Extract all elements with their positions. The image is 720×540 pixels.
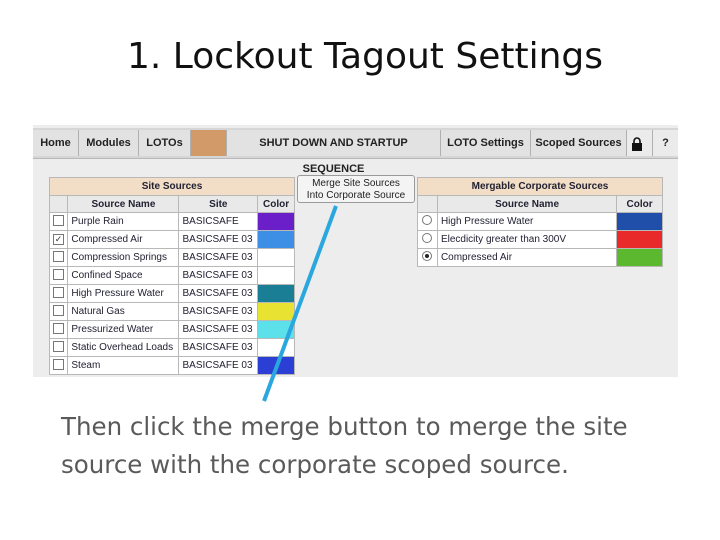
corp-source-name-cell: Elecdicity greater than 300V	[437, 231, 616, 249]
tab-shutdown-sequence[interactable]: SHUT DOWN AND STARTUP SEQUENCE	[227, 130, 441, 156]
caption-line2: source with the corporate scoped source.	[61, 450, 569, 479]
row-checkbox[interactable]: ✓	[54, 234, 63, 244]
tab-scoped-sources[interactable]: Scoped Sources	[531, 130, 627, 156]
caption-line1: Then click the merge button to merge the site	[61, 412, 628, 441]
site-cell: BASICSAFE 03	[179, 339, 258, 357]
source-name-cell: Natural Gas	[68, 303, 179, 321]
tab-lotos[interactable]: LOTOs	[139, 130, 191, 156]
source-name-cell: Compressed Air	[68, 231, 179, 249]
source-name-cell: High Pressure Water	[68, 285, 179, 303]
site-cell: BASICSAFE 03	[179, 249, 258, 267]
corp-source-name-cell: Compressed Air	[437, 249, 616, 267]
site-cell: BASICSAFE 03	[179, 231, 258, 249]
source-name-cell: Purple Rain	[68, 213, 179, 231]
tab-home[interactable]: Home	[33, 130, 79, 156]
slide-title: 1. Lockout Tagout Settings	[127, 36, 603, 77]
source-name-cell: Confined Space	[68, 267, 179, 285]
header-site: Site	[179, 196, 258, 213]
source-name-cell: Static Overhead Loads	[68, 339, 179, 357]
site-cell: BASICSAFE 03	[179, 303, 258, 321]
corporate-sources-caption: Mergable Corporate Sources	[418, 178, 663, 196]
arrow-line	[264, 206, 336, 401]
header-color: Color	[258, 196, 295, 213]
corp-source-name-cell: High Pressure Water	[437, 213, 616, 231]
tab-loto-settings[interactable]: LOTO Settings	[441, 130, 531, 156]
slide-caption	[61, 408, 681, 484]
site-cell: BASICSAFE 03	[179, 267, 258, 285]
source-name-cell: Compression Springs	[68, 249, 179, 267]
header-corp-source-name: Source Name	[437, 196, 616, 213]
tab-modules[interactable]: Modules	[79, 130, 139, 156]
site-sources-caption: Site Sources	[50, 178, 295, 196]
merge-button-line1: Merge Site Sources	[312, 178, 400, 189]
source-name-cell: Pressurized Water	[68, 321, 179, 339]
help-button[interactable]: ?	[653, 130, 678, 156]
site-cell: BASICSAFE	[179, 213, 258, 231]
site-cell: BASICSAFE 03	[179, 285, 258, 303]
site-cell: BASICSAFE 03	[179, 321, 258, 339]
site-cell: BASICSAFE 03	[179, 357, 258, 375]
header-corp-color: Color	[617, 196, 663, 213]
header-source-name: Source Name	[68, 196, 179, 213]
merge-button-line2: Into Corporate Source	[306, 190, 406, 201]
source-name-cell: Steam	[68, 357, 179, 375]
